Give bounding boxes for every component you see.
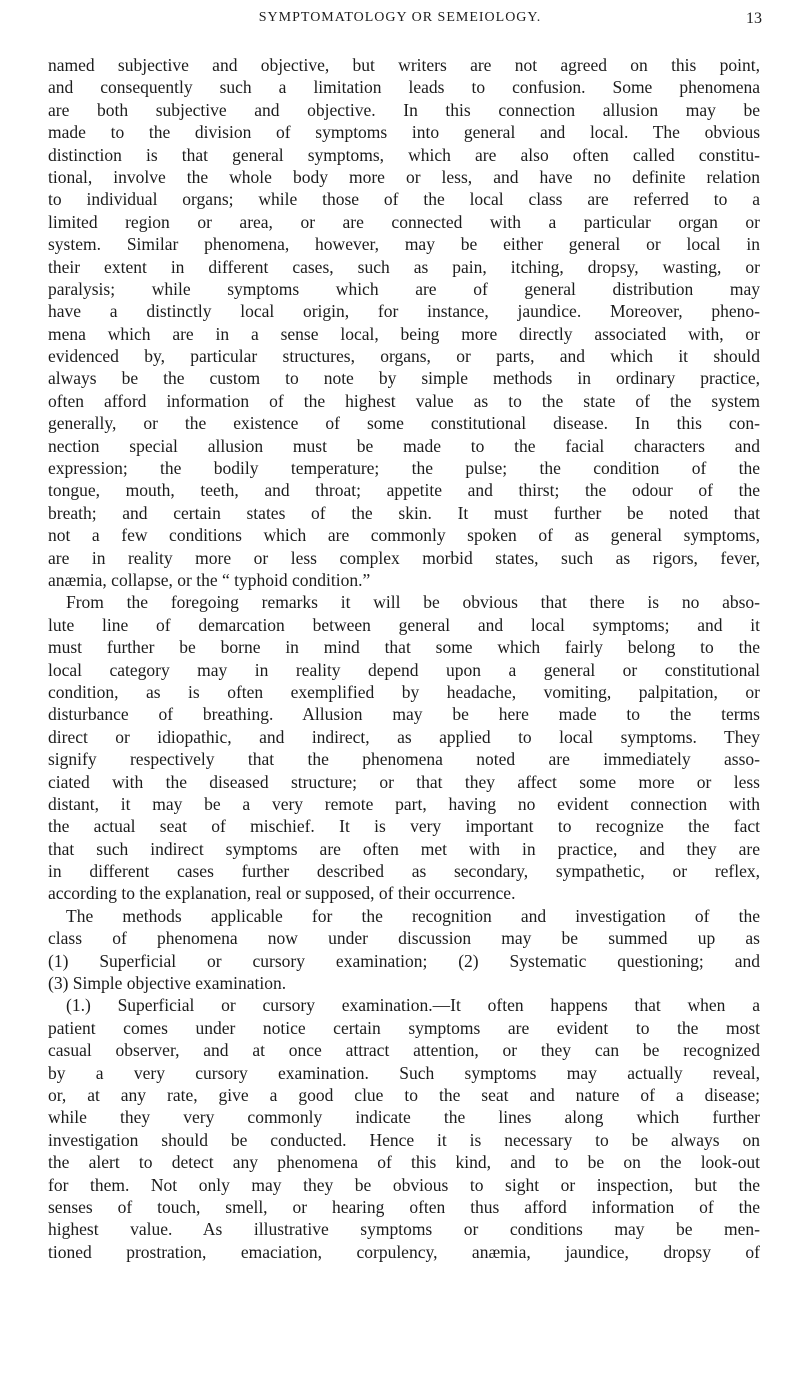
text-line: nection special allusion must be made to the facial characters and [48, 435, 760, 456]
text-line: distant, it may be a very remote part, having no evident connection with [48, 793, 760, 814]
text-line: generally, or the existence of some constitutional disease. In this con- [48, 413, 760, 434]
text-line: for them. Not only may they be obvious to sight or inspection, but the [48, 1174, 760, 1195]
text-line: senses of touch, smell, or hearing often thus afford information of the [48, 1196, 760, 1217]
text-line: by a very cursory examination. Such symptoms may actually reveal, [48, 1062, 760, 1083]
text-line: breath; and certain states of the skin. It must further be noted that [48, 502, 760, 523]
text-line: or, at any rate, give a good clue to the seat and nature of a disease; [48, 1084, 760, 1105]
text-line: have a distinctly local origin, for instance, jaundice. Moreover, pheno- [48, 301, 760, 322]
text-line: must further be borne in mind that some which fairly belong to the [48, 637, 760, 658]
text-line: the alert to detect any phenomena of this kind, and to be on the look-out [48, 1152, 760, 1173]
running-head: SYMPTOMATOLOGY OR SEMEIOLOGY. [258, 10, 542, 25]
text-line: often afford information of the highest value as to the state of the system [48, 390, 760, 411]
text-line: while they very commonly indicate the lines along which further [48, 1107, 760, 1128]
text-line: the actual seat of mischief. It is very important to recognize the fact [48, 816, 760, 837]
text-line: (1.) Superficial or cursory examination.—It often happens that when a [66, 995, 760, 1016]
text-line: named subjective and objective, but writers are not agreed on this point, [48, 55, 760, 75]
text-line: are both subjective and objective. In this connection allusion may be [48, 99, 760, 120]
text-line: signify respectively that the phenomena noted are immediately asso- [48, 749, 760, 770]
page-number: 13 [746, 10, 762, 27]
text-line: made to the division of symptoms into general and local. The obvious [48, 122, 760, 143]
text-line: casual observer, and at once attract attention, or they can be recognized [48, 1040, 760, 1061]
text-line: highest value. As illustrative symptoms or conditions may be men- [48, 1219, 760, 1240]
text-line: and consequently such a limitation leads to confusion. Some phenomena [48, 77, 760, 98]
text-line: in different cases further described as secondary, sympathetic, or reflex, [48, 861, 760, 882]
text-line: according to the explanation, real or supposed, of their occurrence. [48, 883, 516, 904]
text-line: (3) Simple objective examination. [48, 973, 287, 994]
text-line: system. Similar phenomena, however, may be either general or local in [48, 234, 760, 255]
text-line: From the foregoing remarks it will be obvious that there is no abso- [66, 592, 760, 613]
text-line: lute line of demarcation between general and local symptoms; and it [48, 614, 760, 635]
text-line: condition, as is often exemplified by headache, vomiting, palpitation, or [48, 681, 760, 702]
text-line: investigation should be conducted. Hence it is necessary to be always on [48, 1129, 760, 1150]
text-line: patient comes under notice certain symptoms are evident to the most [48, 1017, 760, 1038]
text-line: expression; the bodily temperature; the pulse; the condition of the [48, 458, 760, 479]
text-line: anæmia, collapse, or the “ typhoid condition.” [48, 569, 371, 590]
text-line: limited region or area, or are connected with a particular organ or [48, 211, 760, 232]
text-line: that such indirect symptoms are often met with in practice, and they are [48, 838, 760, 859]
text-line: evidenced by, particular structures, organs, or parts, and which it should [48, 346, 760, 367]
text-line: their extent in different cases, such as pain, itching, dropsy, wasting, or [48, 256, 760, 277]
page-header [0, 6, 800, 36]
text-line: tional, involve the whole body more or less, and have no definite relation [48, 166, 760, 187]
text-line: are in reality more or less complex morbid states, such as rigors, fever, [48, 547, 760, 568]
text-line: ciated with the diseased structure; or that they affect some more or less [48, 771, 760, 792]
text-line: always be the custom to note by simple methods in ordinary practice, [48, 368, 760, 389]
text-line: to individual organs; while those of the local class are referred to a [48, 189, 760, 210]
text-line: direct or idiopathic, and indirect, as applied to local symptoms. They [48, 726, 760, 747]
text-line: distinction is that general symptoms, which are also often called constitu- [48, 144, 760, 165]
text-line: not a few conditions which are commonly spoken of as general symptoms, [48, 525, 760, 546]
body-text [48, 54, 760, 1263]
text-line: tioned prostration, emaciation, corpulency, anæmia, jaundice, dropsy of [48, 1241, 760, 1262]
text-line: mena which are in a sense local, being more directly associated with, or [48, 323, 760, 344]
text-line: tongue, mouth, teeth, and throat; appetite and thirst; the odour of the [48, 480, 760, 501]
text-line: disturbance of breathing. Allusion may be here made to the terms [48, 704, 760, 725]
text-line: paralysis; while symptoms which are of general distribution may [48, 278, 760, 299]
text-line: The methods applicable for the recognition and investigation of the [66, 905, 760, 926]
text-line: local category may in reality depend upon a general or constitutional [48, 659, 760, 680]
text-line: (1) Superficial or cursory examination; (2) Systematic questioning; and [48, 950, 760, 971]
text-line: class of phenomena now under discussion may be summed up as [48, 928, 760, 949]
